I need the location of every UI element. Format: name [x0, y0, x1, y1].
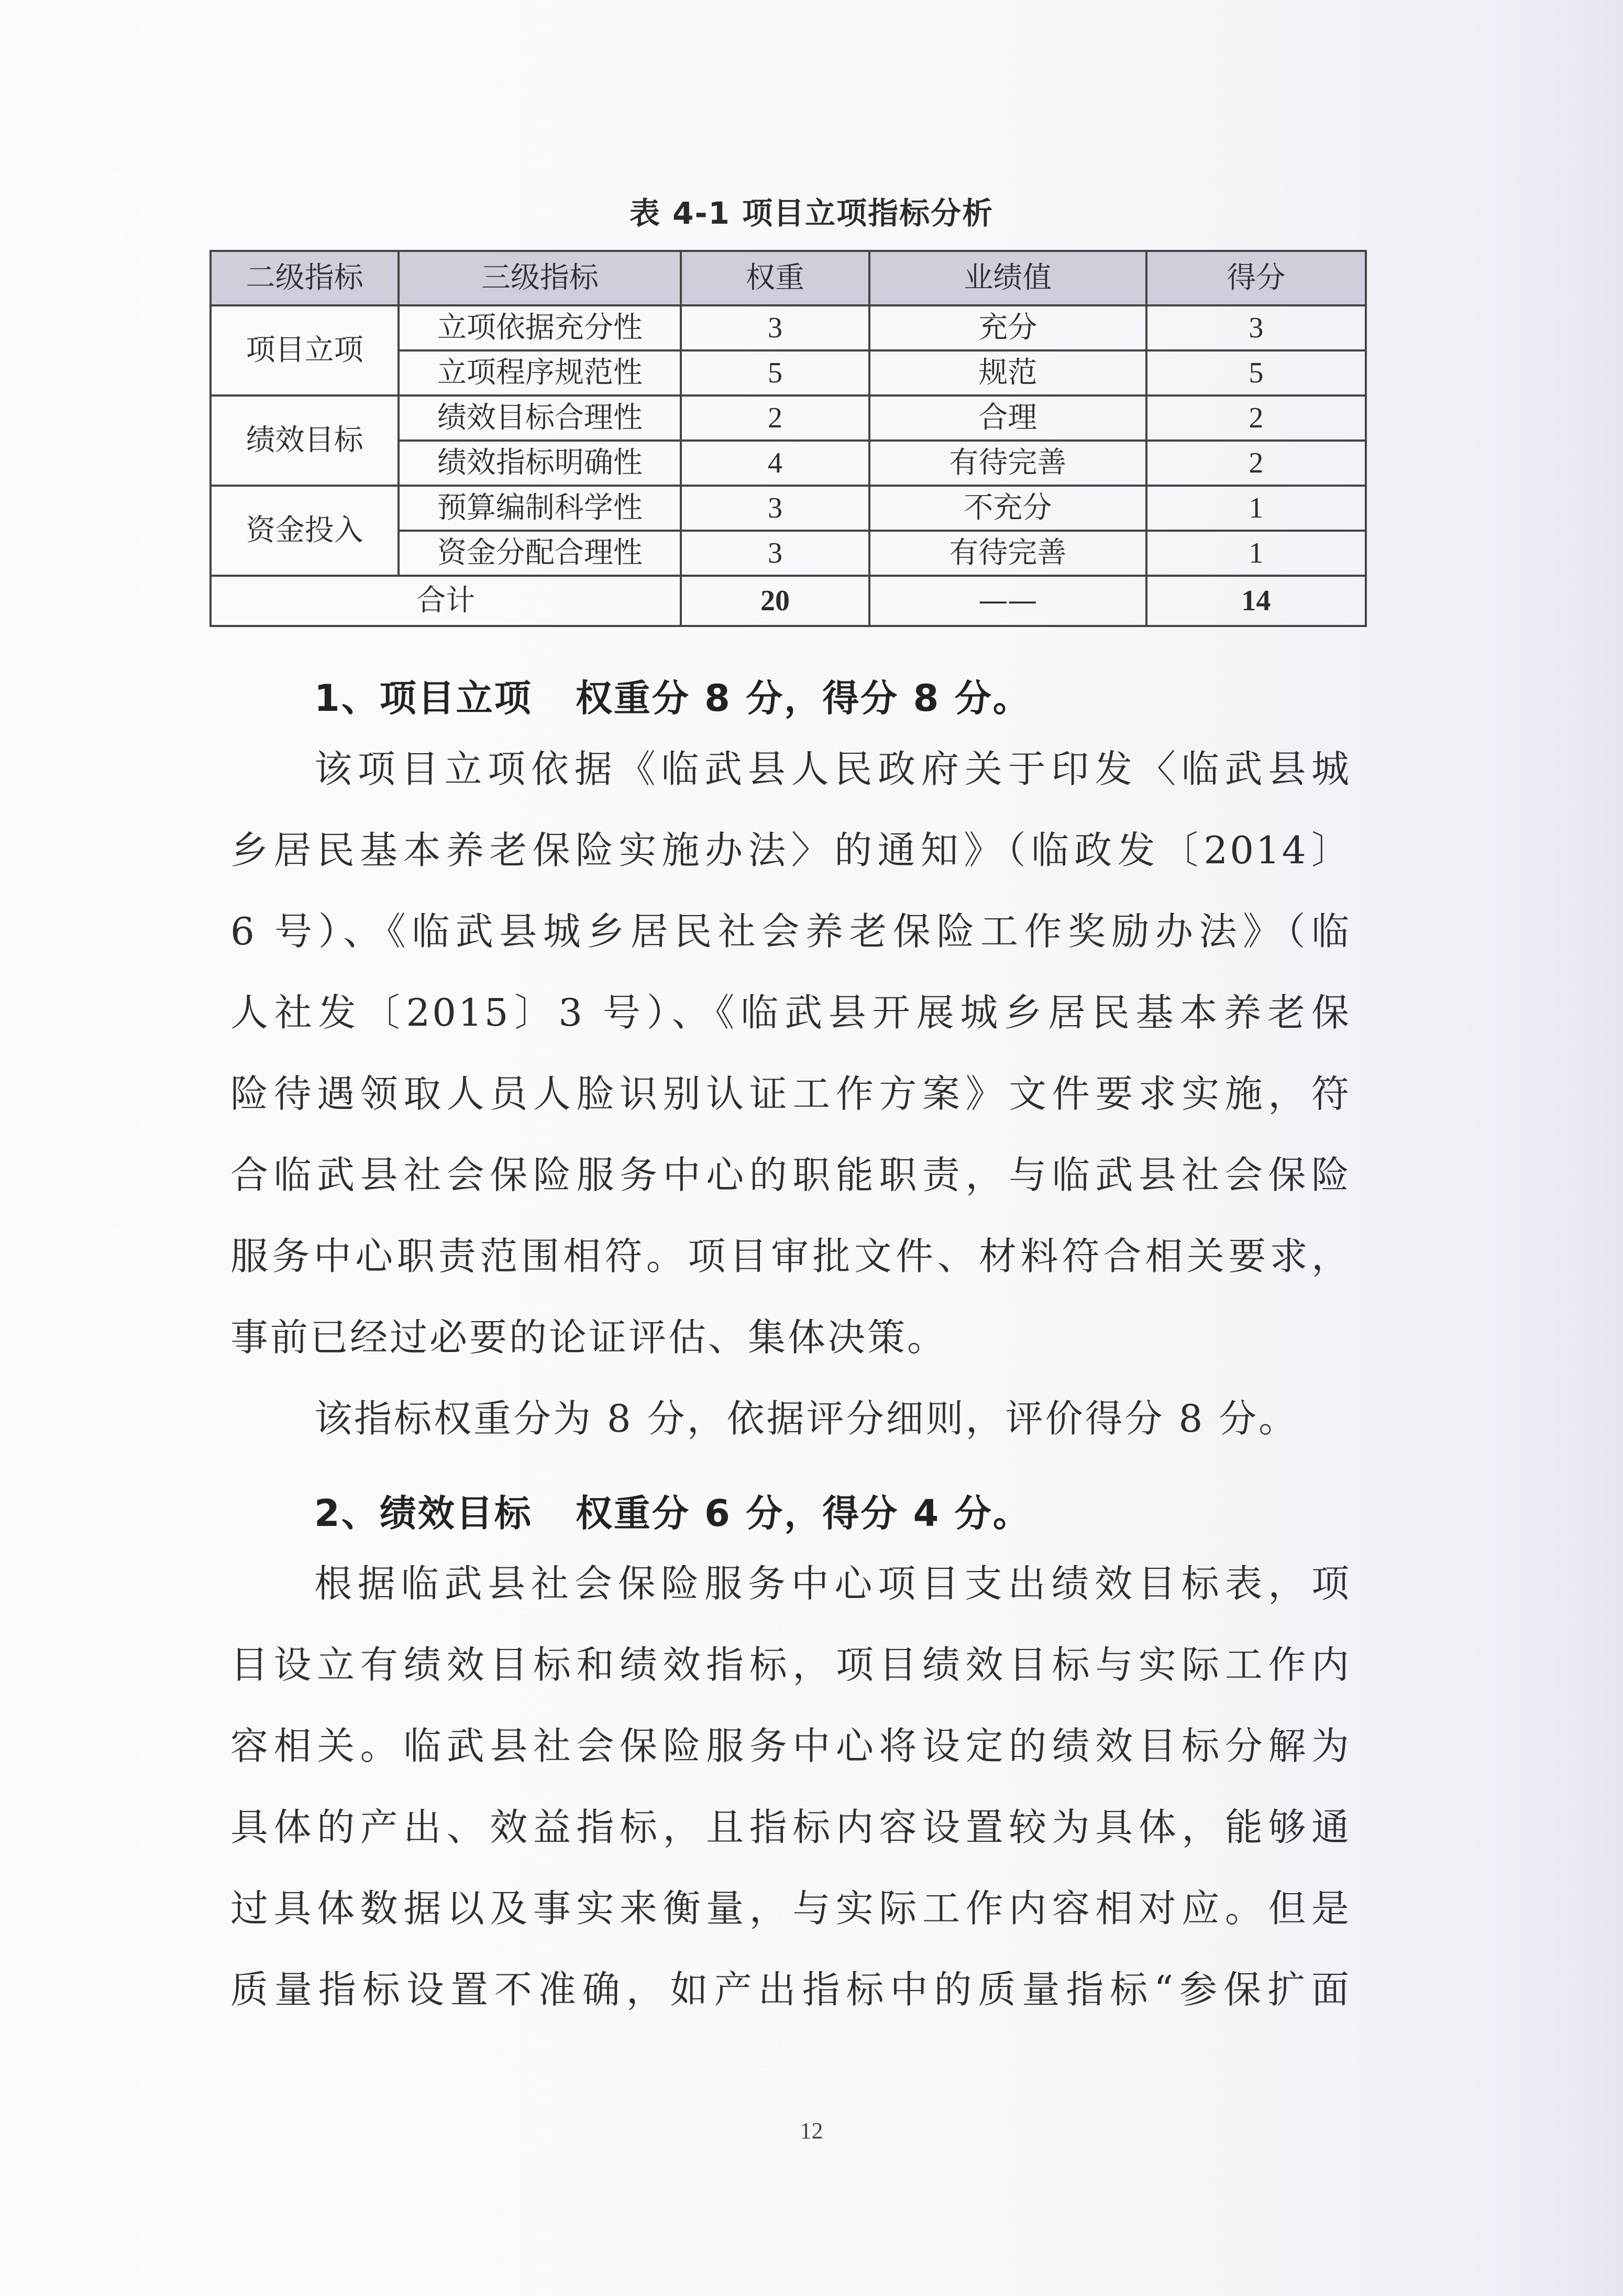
table-row: [211, 305, 1366, 350]
paragraph-line: 具体的产出、效益指标，且指标内容设置较为具体，能够通: [230, 1805, 1351, 1849]
paragraph-line: 根据临武县社会保险服务中心项目支出绩效目标表，项: [314, 1562, 1351, 1606]
table-total-row: [211, 576, 1366, 626]
paragraph-line: 过具体数据以及事实来衡量，与实际工作内容相对应。但是: [230, 1886, 1351, 1930]
paragraph-line: 6 号）、《临武县城乡居民社会养老保险工作奖励办法》（临: [230, 909, 1351, 953]
indicator-cell: 资金分配合理性: [399, 531, 681, 576]
header-weight: 权重: [681, 251, 869, 305]
header-level2: 二级指标: [211, 251, 399, 305]
paragraph-line: 合临武县社会保险服务中心的职能职责，与临武县社会保险: [230, 1153, 1351, 1197]
weight-cell: 2: [681, 396, 869, 441]
paragraph-line: 该项目立项依据《临武县人民政府关于印发〈临武县城: [314, 747, 1351, 791]
score-cell: 5: [1146, 350, 1366, 396]
performance-cell: 有待完善: [869, 441, 1146, 486]
group-cell: 项目立项: [211, 305, 399, 396]
indicator-cell: 立项依据充分性: [399, 305, 681, 350]
header-performance: 业绩值: [869, 251, 1146, 305]
weight-cell: 4: [681, 441, 869, 486]
table-row: [211, 486, 1366, 531]
score-cell: 1: [1146, 486, 1366, 531]
weight-cell: 5: [681, 350, 869, 396]
total-label: 合计: [211, 576, 681, 626]
performance-cell: 合理: [869, 396, 1146, 441]
performance-cell: 充分: [869, 305, 1146, 350]
performance-cell: 有待完善: [869, 531, 1146, 576]
table-caption: 表 4-1 项目立项指标分析: [629, 195, 994, 231]
indicator-cell: 绩效指标明确性: [399, 441, 681, 486]
indicator-table: [209, 250, 1367, 627]
header-level3: 三级指标: [399, 251, 681, 305]
score-cell: 2: [1146, 396, 1366, 441]
paragraph-line: 目设立有绩效目标和绩效指标，项目绩效目标与实际工作内: [230, 1643, 1351, 1687]
paragraph-line: 事前已经过必要的论证评估、集体决策。: [230, 1315, 947, 1359]
paragraph-line: 质量指标设置不准确，如产出指标中的质量指标“参保扩面: [230, 1968, 1351, 2012]
weight-cell: 3: [681, 486, 869, 531]
score-cell: 3: [1146, 305, 1366, 350]
group-cell: 资金投入: [211, 486, 399, 576]
section-heading-2: 2、绩效目标 权重分 6 分，得分 4 分。: [314, 1492, 1031, 1535]
performance-cell: 规范: [869, 350, 1146, 396]
indicator-cell: 绩效目标合理性: [399, 396, 681, 441]
group-cell: 绩效目标: [211, 396, 399, 486]
paragraph-line: 乡居民基本养老保险实施办法〉的通知》（临政发〔2014〕: [230, 828, 1351, 872]
score-cell: 1: [1146, 531, 1366, 576]
paragraph-line: 容相关。临武县社会保险服务中心将设定的绩效目标分解为: [230, 1724, 1351, 1768]
indicator-cell: 预算编制科学性: [399, 486, 681, 531]
table-header-row: [211, 251, 1366, 305]
paragraph-line: 该指标权重分为 8 分，依据评分细则，评价得分 8 分。: [314, 1397, 1299, 1441]
paragraph-line: 险待遇领取人员人脸识别认证工作方案》文件要求实施，符: [230, 1072, 1351, 1116]
paragraph-line: 人社发〔2015〕3 号）、《临武县开展城乡居民基本养老保: [230, 991, 1351, 1035]
weight-cell: 3: [681, 531, 869, 576]
page-number: 12: [800, 2118, 823, 2144]
total-score: 14: [1146, 576, 1366, 626]
header-score: 得分: [1146, 251, 1366, 305]
indicator-cell: 立项程序规范性: [399, 350, 681, 396]
performance-cell: 不充分: [869, 486, 1146, 531]
score-cell: 2: [1146, 441, 1366, 486]
total-performance: ——: [869, 576, 1146, 626]
paragraph-line: 服务中心职责范围相符。项目审批文件、材料符合相关要求，: [230, 1234, 1351, 1278]
table-row: [211, 396, 1366, 441]
total-weight: 20: [681, 576, 869, 626]
section-heading-1: 1、项目立项 权重分 8 分，得分 8 分。: [314, 677, 1031, 720]
weight-cell: 3: [681, 305, 869, 350]
